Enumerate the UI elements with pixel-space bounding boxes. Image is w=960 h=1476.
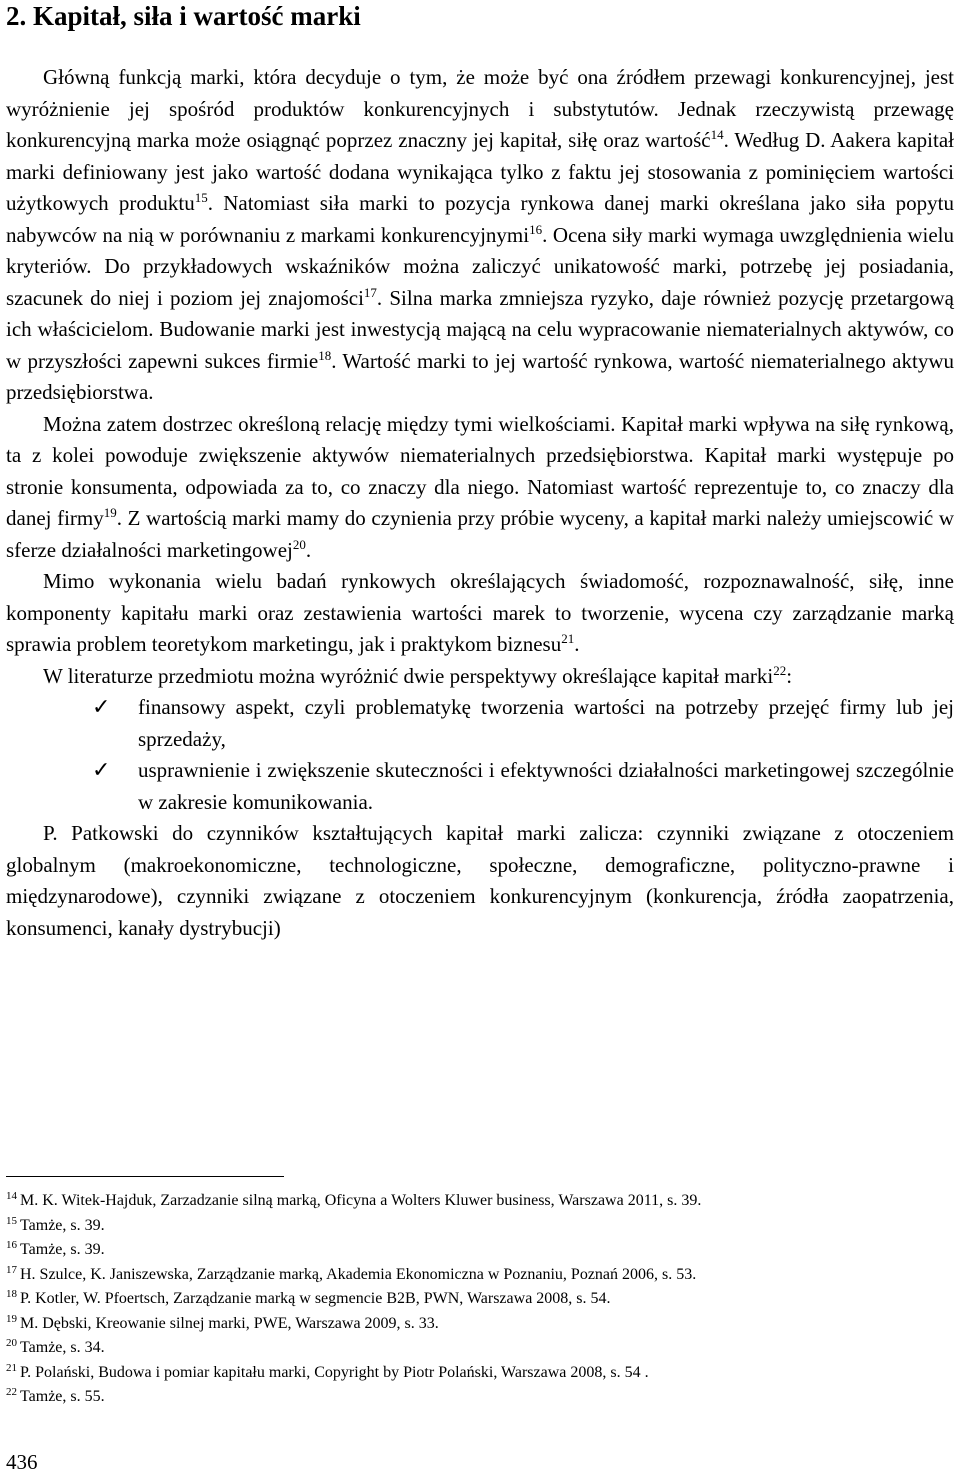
text-run: Mimo wykonania wielu badań rynkowych określających świadomość, rozpoznawalność, siłę, inne komponenty kapitału marki oraz zestawienia wartości marek to tworzenie, wycena czy zarządzanie marką sprawia problem teoretykom marketingu, jak i praktykom biznesu: [6, 569, 954, 656]
footnote-text: M. K. Witek-Hajduk, Zarzadzanie silną marką, Oficyna a Wolters Kluwer business, Warszawa 2011, s. 39.: [20, 1192, 702, 1209]
list-item: [6, 755, 954, 818]
footnote-text: P. Kotler, W. Pfoertsch, Zarządzanie marką w segmencie B2B, PWN, Warszawa 2008, s. 54.: [20, 1290, 611, 1307]
footnote-ref[interactable]: 22: [773, 662, 787, 678]
footnote-text: H. Szulce, K. Janiszewska, Zarządzanie marką, Akademia Ekonomiczna w Poznaniu, Poznań 2006, s. 53.: [20, 1265, 697, 1283]
footnote-ref[interactable]: 16: [529, 221, 543, 237]
footnote-separator: [6, 1176, 284, 1177]
footnote: [6, 1287, 954, 1312]
footnote-ref[interactable]: 15: [194, 190, 208, 205]
footnote-ref[interactable]: 14: [710, 127, 724, 142]
text-run: . Natomiast siła marki to pozycja rynkowa danej marki określana jako siła popytu nabywców na nią w porównaniu z markami konkurencyjnymi: [6, 191, 954, 247]
footnote: [6, 1361, 954, 1386]
footnote-number: 22: [6, 1386, 17, 1398]
paragraph-3: [6, 566, 954, 661]
footnote: [6, 1214, 954, 1239]
checkmark-icon: ✓: [92, 695, 111, 720]
list-item-text: finansowy aspekt, czyli problematykę tworzenia wartości na potrzeby przejęć firmy lub jej sprzedaży,: [138, 695, 954, 751]
body-text: [6, 62, 954, 944]
text-run: .: [574, 632, 580, 656]
page-number: 436: [6, 1450, 38, 1474]
footnote-text: Tamże, s. 39.: [20, 1216, 105, 1234]
text-run: :: [786, 663, 793, 688]
footnote-text: Tamże, s. 34.: [20, 1339, 105, 1356]
footnote-ref[interactable]: 20: [292, 536, 306, 552]
checklist: [6, 692, 954, 818]
footnote-text: Tamże, s. 39.: [20, 1241, 105, 1258]
text-run: W literaturze przedmiotu można wyróżnić dwie perspektywy określające kapitał marki: [43, 663, 774, 688]
paragraph-2: [6, 409, 954, 567]
list-item: [6, 692, 954, 755]
text-run: . Silna marka zmniejsza ryzyko, daje również pozycję przetargową ich właścicielom. Budowanie marki jest inwestycją mającą na celu wypracowanie niematerialnych aktywów, co w przyszłości zapewni sukces firmie: [6, 285, 954, 373]
footnote-ref[interactable]: 21: [561, 631, 575, 646]
list-item-text: usprawnienie i zwiększenie skuteczności i efektywności działalności marketingowej szczególnie w zakresie komunikowania.: [138, 758, 954, 814]
text-run: . Z wartością marki mamy do czynienia przy próbie wyceny, a kapitał marki należy umiejscowić w sferze działalności marketingowej: [6, 506, 955, 562]
footnote-number: 19: [6, 1312, 17, 1325]
footnote-number: 21: [6, 1361, 17, 1374]
footnote-number: 14: [6, 1190, 17, 1202]
footnote-text: P. Polański, Budowa i pomiar kapitału marki, Copyright by Piotr Polański, Warszawa 2008, s. 54 .: [20, 1363, 649, 1381]
footnote: [6, 1263, 954, 1288]
footnote-text: M. Dębski, Kreowanie silnej marki, PWE, Warszawa 2009, s. 33.: [20, 1314, 439, 1332]
footnote: [6, 1312, 954, 1337]
text-run: . Wartość marki to jej wartość rynkowa, wartość niematerialnego aktywu przedsiębiorstwa.: [6, 348, 954, 404]
footnote: [6, 1336, 954, 1361]
footnote: [6, 1238, 954, 1263]
footnote-ref[interactable]: 19: [103, 505, 117, 520]
text-run: . Według D. Aakera kapitał marki definiowany jest jako wartość dodana wynikająca tylko z faktu jej stosowania z pominięciem wartości użytkowych produktu: [6, 128, 954, 215]
footnote: [6, 1189, 954, 1214]
text-run: Można zatem dostrzec określoną relację między tymi wielkościami. Kapitał marki wpływa na siłę rynkową, ta z kolei powoduje zwiększenie aktywów niematerialnych przedsiębiorstwa. Kapitał marki występuje po stronie konsumenta, odpowiada za to, co znaczy dla niego. Natomiast wartość reprezentuje to, co znaczy dla danej firmy: [6, 411, 954, 530]
footnotes: [6, 1189, 954, 1410]
footnote-number: 15: [6, 1214, 17, 1227]
paragraph-4: [6, 661, 954, 693]
footnote-number: 20: [6, 1337, 17, 1349]
paragraph-5: P. Patkowski do czynników kształtujących kapitał marki zalicza: czynniki związane z otoczeniem globalnym (makroekonomiczne, technologiczne, społeczne, demograficzne, polityczno-prawne i międzynarodowe), czynniki związane z otoczeniem konkurencyjnym (konkurencja, źródła zaopatrzenia, konsumenci, kanały dystrybucji): [6, 821, 954, 940]
text-run: . Ocena siły marki wymaga uwzględnienia wielu kryteriów. Do przykładowych wskaźników można zaliczyć unikatowość marki, potrzebę jej posiadania, szacunek do niej i poziom jej znajomości: [6, 222, 954, 310]
footnote-text: Tamże, s. 55.: [20, 1388, 105, 1405]
footnote-ref[interactable]: 17: [363, 284, 377, 300]
footnote-number: 18: [6, 1288, 17, 1300]
paragraph-1: [6, 62, 954, 409]
checkmark-icon: ✓: [92, 758, 111, 783]
text-run: .: [305, 537, 312, 562]
text-run: Główną funkcją marki, która decyduje o tym, że może być ona źródłem przewagi konkurencyjnej, jest wyróżnienie jej spośród produktów konkurencyjnych i substytutów. Jednak rzeczywistą przewagę konkurencyjną marka może osiągnąć poprzez znaczny jej kapitał, siłę oraz wartość: [6, 65, 954, 152]
footnote-number: 16: [6, 1239, 17, 1251]
footnote-ref[interactable]: 18: [318, 347, 332, 363]
footnote: [6, 1385, 954, 1410]
section-heading: 2. Kapitał, siła i wartość marki: [6, 1, 361, 31]
footnote-number: 17: [6, 1263, 17, 1276]
